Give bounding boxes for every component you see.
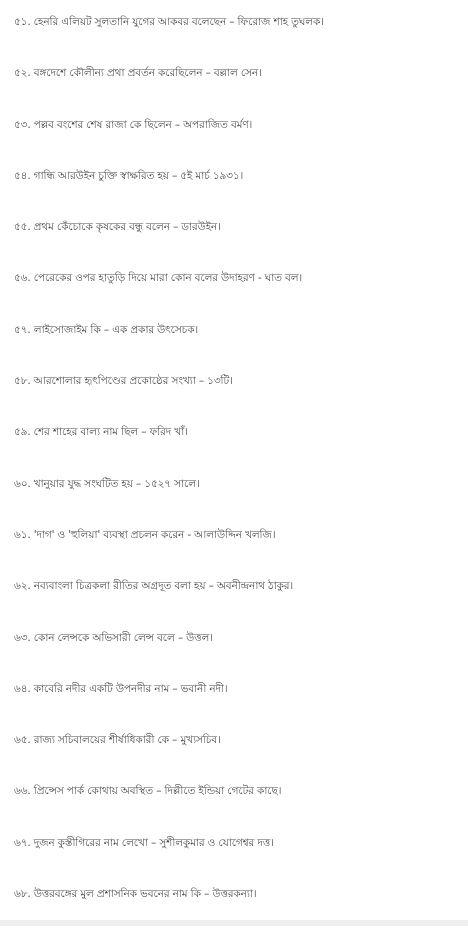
list-item: ৬২. নব্যবাংলা চিত্রকলা রীতির অগ্রদূত বলা হয় – অবনীন্দ্রনাথ ঠাকুর।: [14, 580, 294, 593]
list-item: ৫৩. পল্লব বংশের শেষ রাজা কে ছিলেন – অপরাজিত বর্মণ।: [14, 118, 253, 131]
list-item: ৫২. বঙ্গদেশে কৌলীন্য প্রথা প্রবর্তন করেছিলেন – বল্লাল সেন।: [14, 67, 262, 80]
list-item: ৬০. খানুয়ার যুদ্ধ সংঘটিত হয় – ১৫২৭ সালে।: [14, 477, 200, 490]
list-item: ৫৬. পেরেকের ওপর হাতুড়ি দিয়ে মারা কোন বলের উদাহরণ - ঘাত বল।: [14, 272, 303, 285]
list-item: ৫৭. লাইসোজাইম কি – এক প্রকার উৎসেচক।: [14, 323, 198, 336]
list-item: ৫৫. প্রথম কেঁচোকে কৃষকের বন্ধু বলেন – ডারউইন।: [14, 221, 221, 234]
list-item: ৬৫. রাজ্য সচিবালয়ের শীর্ষাধিকারী কে – মুখ্যসচিব।: [14, 734, 221, 747]
question-answer-list: [14, 12, 464, 935]
list-item: ৫৪. গান্ধি আরউইন চুক্তি স্বাক্ষরিত হয় – ৫ই মার্চ ১৯৩১।: [14, 169, 244, 182]
list-item: ৬৭. দুজন কুস্তীগিরের নাম লেখো – সুশীলকুমার ও যোগেশ্বর দত্ত।: [14, 836, 274, 849]
list-item: ৬৩. কোন লেন্সকে অভিসারী লেন্স বলে – উত্তল।: [14, 631, 213, 644]
list-item: ৫১. হেনরি এলিয়ট সুলতানি যুগের আকবর বলেছেন – ফিরোজ শাহ তুঘলক।: [14, 16, 324, 28]
bottom-divider: [0, 920, 468, 926]
list-item: ৬৪. কাবেরি নদীর একটি উপনদীর নাম – ভবানী নদী।: [14, 682, 228, 695]
list-item: ৬৬. প্রিন্সেস পার্ক কোথায় অবস্থিত – দিল্লীতে ইন্ডিয়া গেটের কাছে।: [14, 785, 282, 798]
list-item: ৫৯. শের শাহের বাল্য নাম ছিল – ফরিদ খাঁ।: [14, 426, 188, 439]
list-item: ৬৮. উত্তরবঙ্গের মুল প্রশাসনিক ভবনের নাম কি – উত্তরকন্যা।: [14, 888, 257, 901]
list-item: ৬১. 'দাগ' ও 'হুলিয়া' ব্যবস্থা প্রচলন করেন - আলাউদ্দিন খলজি।: [14, 528, 276, 541]
list-item: ৫৮. আরশোলার হৃৎপিণ্ডের প্রকোষ্ঠের সংখ্যা – ১৩টি।: [14, 375, 233, 388]
